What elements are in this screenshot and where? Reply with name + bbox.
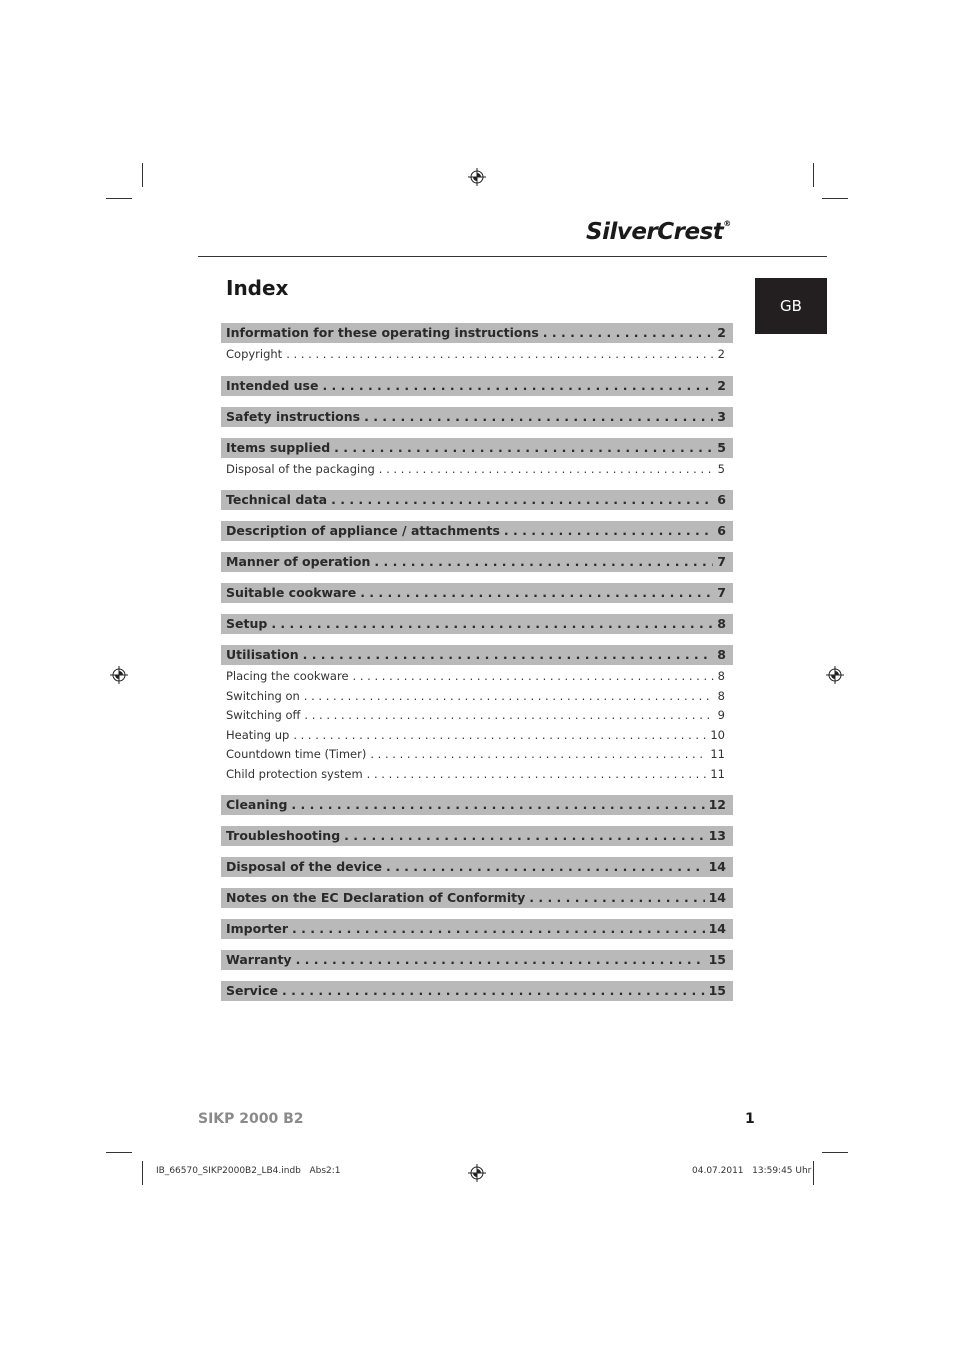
crop-mark (822, 198, 848, 199)
toc-entry-title: Intended use (226, 377, 319, 393)
toc-leader-dots (271, 614, 713, 634)
toc-entry (221, 645, 733, 665)
toc-entry-page: 14 (708, 859, 726, 874)
toc-entry-page: 6 (717, 492, 726, 507)
toc-leader-dots (296, 950, 705, 970)
toc-entry-title: Notes on the EC Declaration of Conformity (226, 890, 526, 905)
toc-subentry (221, 345, 733, 365)
toc-leader-dots (303, 645, 714, 665)
toc-entry-title: Technical data (226, 492, 328, 507)
toc-entry-page: 2 (717, 377, 726, 393)
crop-mark (813, 163, 814, 187)
toc-entry (221, 981, 733, 1001)
toc-entry-title: Troubleshooting (226, 828, 341, 843)
language-tab-label: GB (780, 297, 802, 315)
toc-leader-dots (379, 460, 714, 480)
toc-leader-dots (367, 765, 707, 785)
toc-leader-dots (364, 407, 713, 427)
crop-mark (106, 1152, 132, 1153)
toc-entry-title: Information for these operating instructions (226, 325, 539, 340)
toc-entry-page: 15 (708, 952, 726, 967)
crop-mark (142, 1161, 143, 1185)
toc-entry-title: Description of appliance / attachments (226, 523, 500, 538)
toc-entry-title: Suitable cookware (226, 585, 357, 600)
toc-entry (221, 857, 733, 877)
page-number: 1 (745, 1111, 755, 1127)
toc-entry-page: 7 (717, 585, 726, 600)
crop-mark (106, 198, 132, 199)
toc-entry-page: 5 (717, 461, 725, 476)
toc-entry (221, 583, 733, 603)
model-number: SIKP 2000 B2 (198, 1111, 304, 1127)
toc-leader-dots (543, 323, 714, 343)
toc-entry-page: 10 (710, 727, 725, 742)
toc-leader-dots (304, 687, 714, 707)
crop-mark (142, 163, 143, 187)
toc-entry (221, 490, 733, 510)
table-of-contents (221, 323, 733, 1001)
toc-entry (221, 888, 733, 908)
toc-leader-dots (282, 981, 705, 1001)
toc-leader-dots (386, 857, 705, 877)
toc-entry-title: Disposal of the device (226, 859, 382, 874)
toc-subentry (221, 765, 733, 785)
toc-subentry (221, 687, 733, 707)
toc-entry-page: 7 (717, 554, 726, 569)
toc-entry-page: 5 (717, 439, 726, 455)
toc-subentry (221, 745, 733, 765)
page-title: Index (226, 276, 289, 300)
toc-entry-title: Child protection system (226, 766, 363, 781)
toc-entry-page: 14 (708, 890, 726, 905)
toc-entry-title: Switching on (226, 688, 300, 703)
toc-leader-dots (344, 826, 704, 846)
toc-entry (221, 795, 733, 815)
toc-entry-title: Service (226, 983, 278, 998)
toc-entry-title: Copyright (226, 347, 283, 361)
toc-entry-page: 2 (717, 347, 725, 361)
toc-entry (221, 438, 733, 458)
toc-entry-page: 13 (708, 828, 726, 843)
registration-mark-icon (826, 666, 844, 684)
toc-entry-title: Utilisation (226, 647, 299, 662)
registration-mark-icon (468, 1164, 486, 1182)
toc-leader-dots (360, 583, 713, 603)
registration-mark-icon (110, 666, 128, 684)
print-slug-date: 04.07.2011 13:59:45 Uhr (692, 1166, 812, 1176)
toc-leader-dots (353, 667, 714, 687)
toc-leader-dots (504, 521, 713, 541)
toc-entry-page: 8 (717, 647, 726, 662)
toc-entry-title: Placing the cookware (226, 669, 349, 683)
toc-entry-page: 12 (708, 797, 726, 812)
brand-logo: SilverCrest® (586, 219, 731, 245)
toc-entry-page: 2 (717, 325, 726, 340)
toc-subentry (221, 460, 733, 480)
toc-subentry (221, 726, 733, 746)
toc-subentry (221, 667, 733, 687)
crop-mark (822, 1152, 848, 1153)
header-rule (198, 256, 827, 257)
toc-entry (221, 521, 733, 541)
toc-entry-title: Countdown time (Timer) (226, 747, 367, 761)
toc-entry-title: Items supplied (226, 439, 331, 455)
toc-leader-dots (529, 888, 704, 908)
toc-entry-page: 14 (708, 921, 726, 936)
toc-entry-page: 8 (717, 688, 725, 703)
toc-leader-dots (370, 745, 706, 765)
toc-entry-title: Safety instructions (226, 408, 361, 424)
toc-leader-dots (291, 795, 704, 815)
toc-leader-dots (293, 726, 706, 746)
toc-entry (221, 323, 733, 343)
toc-entry-page: 3 (717, 408, 726, 424)
toc-leader-dots (292, 919, 705, 939)
toc-leader-dots (374, 552, 713, 572)
toc-entry-title: Setup (226, 616, 268, 631)
toc-entry-page: 8 (717, 616, 726, 631)
toc-leader-dots (286, 345, 713, 365)
print-slug-file: IB_66570_SIKP2000B2_LB4.indb Abs2:1 (156, 1166, 341, 1176)
toc-entry-title: Disposal of the packaging (226, 461, 375, 476)
toc-entry-page: 9 (717, 708, 725, 722)
language-tab (755, 278, 827, 334)
toc-leader-dots (304, 706, 713, 726)
toc-entry-page: 6 (717, 523, 726, 538)
toc-entry-page: 15 (708, 983, 726, 998)
toc-entry (221, 552, 733, 572)
toc-entry-title: Cleaning (226, 797, 288, 812)
toc-entry (221, 614, 733, 634)
toc-entry-title: Warranty (226, 952, 292, 967)
toc-entry-title: Heating up (226, 727, 290, 742)
toc-entry-title: Importer (226, 921, 288, 936)
crop-mark (813, 1161, 814, 1185)
toc-leader-dots (322, 376, 713, 396)
toc-subentry (221, 706, 733, 726)
toc-entry-page: 11 (710, 766, 725, 781)
toc-entry-title: Manner of operation (226, 554, 371, 569)
toc-leader-dots (334, 438, 713, 458)
registration-mark-icon (468, 168, 486, 186)
toc-entry (221, 376, 733, 396)
toc-entry (221, 919, 733, 939)
toc-entry (221, 407, 733, 427)
toc-leader-dots (331, 490, 713, 510)
toc-entry-title: Switching off (226, 708, 301, 722)
toc-entry-page: 8 (717, 669, 725, 683)
toc-entry-page: 11 (710, 747, 725, 761)
toc-entry (221, 950, 733, 970)
toc-entry (221, 826, 733, 846)
